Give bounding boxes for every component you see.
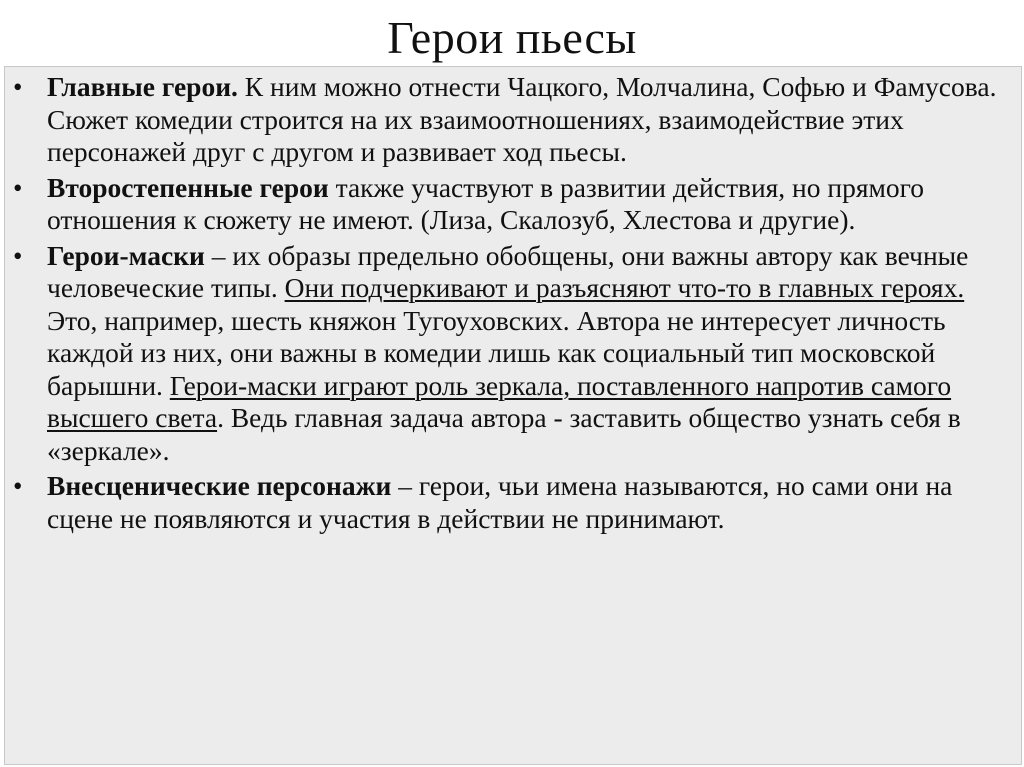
point-text: – герои, чьи имена называются, но сами они на сцене не появляются и участия в действии не принимают. [47, 470, 953, 534]
title-bar [0, 0, 1024, 66]
point-text: Это, например, шесть княжон Тугоуховских. Автора не интересует личность каждой из них, они важны в комедии лишь как социальный тип московской барышни. [47, 304, 946, 401]
term-secondary-heroes: Второстепенные герои [47, 171, 329, 203]
bullet-list [5, 71, 1015, 538]
term-offstage-characters: Внесценические персонажи [47, 470, 392, 501]
bullet-item-mask-heroes [5, 240, 1015, 468]
underlined-text: Они подчеркивают и разъясняют что-то в главных героях. [284, 272, 965, 303]
term-main-heroes: Главные герои. [47, 71, 238, 102]
bullet-icon: • [13, 72, 23, 102]
bullet-icon: • [13, 172, 23, 203]
bullet-item-main-heroes [5, 71, 1015, 169]
point-text: К ним можно отнести Чацкого, Молчалина, Софью и Фамусова. Сюжет комедии строится на их взаимоотношениях, взаимодействие этих персонажей друг с другом и развивает ход пьесы. [47, 71, 997, 167]
slide-title: Герои пьесы [387, 11, 637, 63]
underlined-text: Герои-маски играют роль зеркала, поставленного напротив самого высшего света [47, 369, 952, 433]
term-mask-heroes: Герои-маски [47, 239, 205, 271]
point-text: также участвуют в развитии действия, но прямого отношения к сюжету не имеют. (Лиза, Скалозуб, Хлестова и другие). [47, 171, 925, 235]
bullet-icon: • [13, 240, 23, 271]
point-text: . Ведь главная задача автора - заставить общество узнать себя в «зеркале». [47, 402, 961, 466]
bullet-item-secondary-heroes [5, 172, 1015, 237]
bullet-icon: • [13, 471, 23, 501]
bullet-item-offstage-characters [5, 470, 1015, 535]
content-box [4, 66, 1022, 765]
point-text: – их образы предельно обобщены, они важны автору как вечные человеческие типы. [47, 239, 969, 303]
